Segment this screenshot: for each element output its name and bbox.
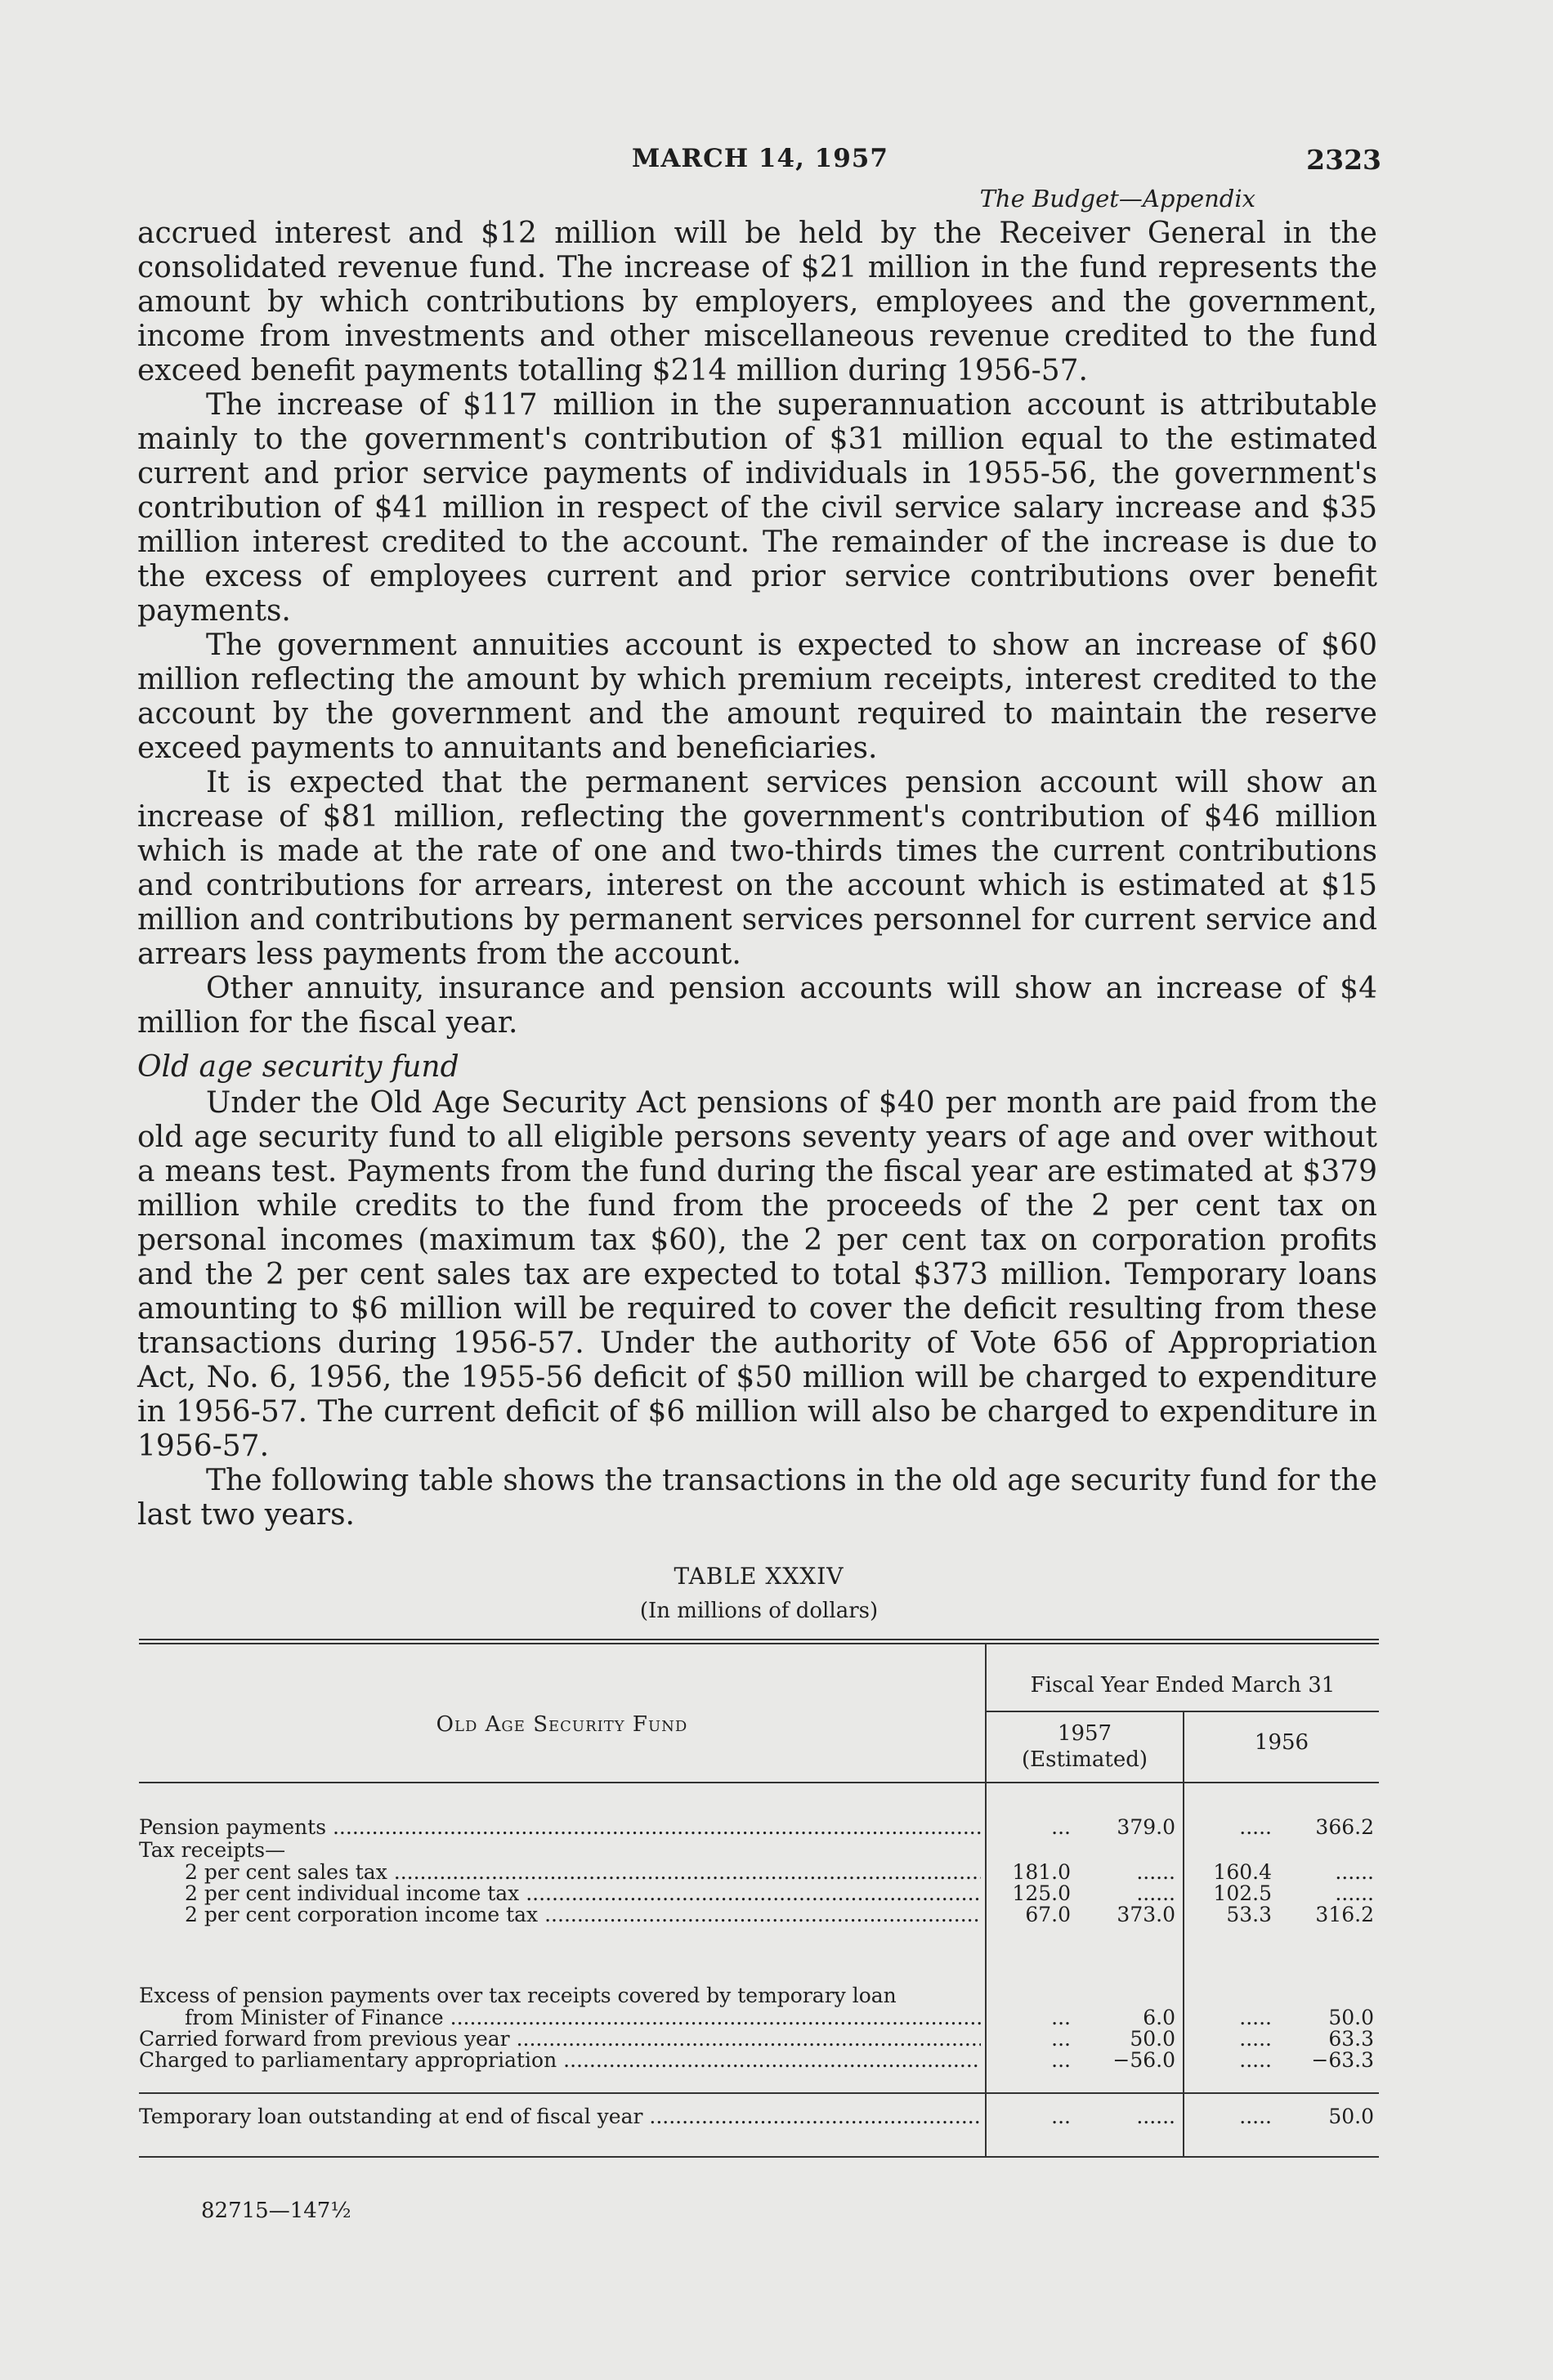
- cell: 160.4: [1213, 1860, 1272, 1884]
- row-label: from Minister of Finance .....: [185, 2006, 981, 2029]
- paragraph: The following table shows the transactions in the old age security fund for the last two years.: [137, 1464, 1377, 1532]
- cell: 50.0: [1130, 2027, 1175, 2051]
- table-row: [139, 1984, 1379, 2007]
- row-label: Temporary loan outstanding at end of fiscal year .....: [139, 2105, 981, 2128]
- table-row: [139, 1882, 1379, 1905]
- cell: 373.0: [1117, 1903, 1175, 1926]
- row-label: Pension payments .....: [139, 1816, 981, 1839]
- cell: 366.2: [1315, 1815, 1374, 1839]
- cell: 6.0: [1143, 2006, 1175, 2029]
- cell: 316.2: [1315, 1903, 1374, 1926]
- table-row: [139, 1839, 1379, 1862]
- table-row: [139, 1904, 1379, 1926]
- table-row: [139, 2105, 1379, 2128]
- cell: ...: [1051, 2048, 1071, 2072]
- row-label: 2 per cent individual income tax .....: [185, 1882, 981, 1905]
- row-label: Tax receipts—: [139, 1839, 286, 1862]
- row-label: Excess of pension payments over tax receipts covered by temporary loan: [139, 1984, 897, 2007]
- paragraph: The government annuities account is expected to show an increase of $60 million reflecting the amount by which premium receipts, interest credited to the account by the government and the amount required to maintain the reserve exceed payments to annuitants and beneficiaries.: [137, 629, 1377, 765]
- cell: 53.3: [1226, 1903, 1272, 1926]
- body-text: [137, 217, 1377, 1532]
- page-header: [139, 144, 1381, 181]
- paragraph: Under the Old Age Security Act pensions of $40 per month are paid from the old age security fund to all eligible persons seventy years of age and over without a means test. Payments from the fund during the fiscal year are estimated at $379 million while credits to the fund from the proceeds of the 2 per cent tax on personal incomes (maximum tax $60), the 2 per cent tax on corporation profits and the 2 per cent sales tax are expected to total $373 million. Temporary loans amounting to $6 million will be required to cover the deficit resulting from these transactions during 1956-57. Under the authority of Vote 656 of Appropriation Act, No. 6, 1956, the 1955-56 deficit of $50 million will be charged to expenditure in 1956-57. The current deficit of $6 million will also be charged to expenditure in 1956-57.: [137, 1086, 1377, 1463]
- page-number: 2323: [1306, 144, 1381, 176]
- cell: ......: [1335, 1860, 1374, 1884]
- column-header-1957: [987, 1720, 1183, 1773]
- cell: .....: [1239, 2006, 1272, 2029]
- cell: 379.0: [1117, 1815, 1175, 1839]
- table-title: TABLE XXXIV: [674, 1563, 844, 1590]
- table-row: [139, 2028, 1379, 2051]
- cell: ...: [1051, 2006, 1071, 2029]
- running-subtitle: The Budget—Appendix: [979, 185, 1255, 212]
- row-label: 2 per cent sales tax .....: [185, 1861, 981, 1884]
- cell: ......: [1136, 1881, 1175, 1905]
- header-date: MARCH 14, 1957: [632, 144, 888, 173]
- cell: .....: [1239, 1815, 1272, 1839]
- cell: .....: [1239, 2105, 1272, 2128]
- cell: 50.0: [1328, 2105, 1374, 2128]
- data-table: [139, 1639, 1379, 2162]
- cell: .....: [1239, 2048, 1272, 2072]
- cell: ...: [1051, 2105, 1071, 2128]
- table-bottom-rule: [139, 2156, 1379, 2158]
- cell: −56.0: [1112, 2048, 1175, 2072]
- cell: .....: [1239, 2027, 1272, 2051]
- cell: ...: [1051, 1815, 1071, 1839]
- table-row: [139, 1861, 1379, 1884]
- cell: −63.3: [1311, 2048, 1374, 2072]
- column-divider: [1183, 1711, 1184, 2158]
- table-top-rule: [139, 1639, 1379, 1640]
- table-subtitle: (In millions of dollars): [639, 1599, 879, 1623]
- table-row: [139, 2006, 1379, 2029]
- column-header-1956: 1956: [1254, 1730, 1309, 1755]
- column-header-period: Fiscal Year Ended March 31: [1030, 1673, 1336, 1698]
- row-label: Carried forward from previous year .....: [139, 2028, 981, 2051]
- total-rule: [139, 2092, 1379, 2094]
- cell: 50.0: [1328, 2006, 1374, 2029]
- cell: 125.0: [1012, 1881, 1071, 1905]
- cell: ...: [1051, 2027, 1071, 2051]
- paragraph: Other annuity, insurance and pension accounts will show an increase of $4 million for the fiscal year.: [137, 972, 1377, 1040]
- year-note: (Estimated): [1021, 1747, 1148, 1772]
- table-row: [139, 1816, 1379, 1839]
- section-heading: Old age security fund: [137, 1050, 459, 1084]
- paragraph: accrued interest and $12 million will be held by the Receiver General in the consolidated revenue fund. The increase of $21 million in the fund represents the amount by which contributions by employers, employees and the government, income from investments and other miscellaneous revenue credited to the fund exceed benefit payments totalling $214 million during 1956-57.: [137, 217, 1377, 387]
- row-label: 2 per cent corporation income tax .....: [185, 1904, 981, 1926]
- year-label: 1957: [1057, 1721, 1112, 1746]
- header-rule: [139, 1782, 1379, 1783]
- cell: 102.5: [1213, 1881, 1272, 1905]
- row-label: Charged to parliamentary appropriation .....: [139, 2049, 981, 2072]
- column-header-fund: Old Age Security Fund: [436, 1712, 688, 1737]
- cell: ......: [1136, 2105, 1175, 2128]
- cell: 67.0: [1025, 1903, 1071, 1926]
- paragraph: The increase of $117 million in the superannuation account is attributable mainly to the government's contribution of $31 million equal to the estimated current and prior service payments of individuals in 1955-56, the government's contribution of $41 million in respect of the civil service salary increase and $35 million interest credited to the account. The remainder of the increase is due to the excess of employees current and prior service contributions over benefit payments.: [137, 388, 1377, 628]
- cell: ......: [1136, 1860, 1175, 1884]
- table-top-rule: [139, 1643, 1379, 1644]
- cell: 181.0: [1012, 1860, 1071, 1884]
- printer-code: 82715—147½: [201, 2199, 351, 2223]
- cell: ......: [1335, 1881, 1374, 1905]
- cell: 63.3: [1328, 2027, 1374, 2051]
- table-row: [139, 2049, 1379, 2072]
- paragraph: It is expected that the permanent services pension account will show an increase of $81 million, reflecting the government's contribution of $46 million which is made at the rate of one and two-thirds times the current contributions and contributions for arrears, interest on the account which is estimated at $15 million and contributions by permanent services personnel for current service and arrears less payments from the account.: [137, 766, 1377, 971]
- header-rule: [985, 1711, 1379, 1712]
